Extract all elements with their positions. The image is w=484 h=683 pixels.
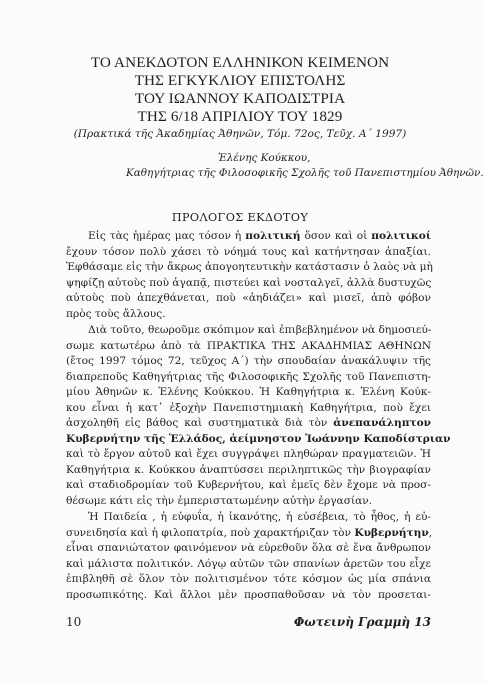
paragraph-line: Διὰ τοῦτο, θεωροῦμε σκόπιμον καὶ ἐπιβεβλημένον νὰ δημοσιεύ- bbox=[88, 324, 432, 336]
paragraph-line: προσωπικότης. Καὶ ἄλλοι μὲν προσπαθοῦσαν νὰ τὸν προσεται- bbox=[66, 588, 431, 601]
paragraph-line: διαπρεποῦς Καθηγήτριας τῆς Φιλοσοφικῆς Σχολῆς τοῦ Πανεπιστη- bbox=[66, 370, 431, 383]
paragraph-line bbox=[66, 416, 431, 432]
paragraph-line: θέσωμε κάτι εἰς τὴν ἐμπεριστατωμένην αὐτὴν ἐργασίαν. bbox=[66, 494, 373, 507]
text-run: , bbox=[428, 526, 433, 539]
title-line-4: ΤΗΣ 6/18 ΑΠΡΙΛΙΟΥ ΤΟΥ 1829 bbox=[137, 108, 343, 125]
author-title: Καθηγήτριας τῆς Φιλοσοφικῆς Σχολῆς τοῦ Πανεπιστημίου Ἀθηνῶν. bbox=[126, 167, 484, 179]
preface-heading: ΠΡΟΛΟΓΟΣ ΕΚΔΟΤΟΥ bbox=[171, 211, 309, 224]
title-line-3: ΤΟΥ ΙΩΑΝΝΟΥ ΚΑΠΟΔΙΣΤΡΙΑ bbox=[134, 90, 346, 107]
paragraph-line: πρὸς τοὺς ἄλλους. bbox=[66, 307, 166, 320]
title-line-1: ΤΟ ΑΝΕΚΔΟΤΟΝ ΕΛΛΗΝΙΚΟΝ ΚΕΙΜΕΝΟΝ bbox=[90, 54, 390, 71]
paragraph-line: εἶναι σπανιώτατον φαινόμενον νὰ εὑρεθοῦν ὅλα σὲ ἕνα ἄνθρωπον bbox=[66, 542, 431, 554]
paragraph-line: Ἐφθάσαμε εἰς τὴν ἄκρως ἀπογοητευτικὴν κατάστασιν ὁ λαὸς νὰ μὴ bbox=[66, 261, 433, 273]
paragraph-line bbox=[66, 229, 431, 245]
text-run: συνειδησία καὶ ἡ φιλοπατρία, ποὺ χαρακτήριζαν τὸν bbox=[66, 526, 355, 539]
paragraph-3 bbox=[66, 510, 431, 603]
paragraph-line bbox=[66, 526, 431, 542]
paragraph-line: (ἔτος 1997 τόμος 72, τεῦχος Α΄) τὴν σπουδαίαν ἀνακάλυψιν τῆς bbox=[66, 355, 431, 367]
paragraph-line-emphasis: Κυβερνήτην τῆς Ἑλλάδος, ἀείμνηστον Ἰωάννην Καποδίστριαν bbox=[66, 432, 451, 445]
paragraph-line: αὐτοὺς ποὺ ἀπεχθάνεται, ποὺ «ἀηδιάζει» καὶ μισεῖ, ἀπὸ φόβον bbox=[66, 292, 431, 304]
title-line-2: ΤΗΣ ΕΓΚΥΚΛΙΟΥ ΕΠΙΣΤΟΛΗΣ bbox=[134, 72, 346, 89]
text-run: Εἰς τὰς ἡμέρας μας τόσον ἡ bbox=[88, 230, 246, 242]
emphasis-politics: πολιτική bbox=[245, 230, 301, 242]
paragraph-1 bbox=[66, 229, 431, 322]
emphasis-unrepeatable: ἀνεπανάληπτον bbox=[333, 417, 431, 429]
text-run: ἀσχοληθῆ εἰς βάθος καὶ συστηματικὰ διὰ τὸν bbox=[66, 417, 334, 429]
journal-title: Φωτεινὴ Γραμμὴ 13 bbox=[293, 615, 431, 629]
emphasis-politicians: πολιτικοί bbox=[371, 230, 431, 242]
paragraph-line: καὶ τὸ ἔργον αὐτοῦ καὶ ἔχει συγγράψει πληθώραν πραγματειῶν. Ἡ bbox=[66, 448, 431, 460]
paragraph-line: σωμε κατωτέρω ἀπὸ τὰ ΠΡΑΚΤΙΚΑ ΤΗΣ ΑΚΑΔΗΜΙΑΣ ΑΘΗΝΩΝ bbox=[66, 339, 431, 352]
paragraph-line: ψηφίζῃ αὐτοὺς ποὺ ἀγαπᾷ, πιστεύει καὶ νοσταλγεῖ, ἀλλὰ δυστυχῶς bbox=[66, 276, 432, 289]
author-name: Ἑλένης Κούκκου, bbox=[218, 152, 311, 164]
source-citation: (Πρακτικά τῆς Ἀκαδημίας Ἀθηνῶν, Τόμ. 72ος, Τεῦχ. Α΄ 1997) bbox=[73, 128, 407, 140]
paragraph-line: κου εἶναι ἡ κατ᾽ ἐξοχὴν Πανεπιστημιακὴ Καθηγήτρια, ποὺ ἔχει bbox=[66, 401, 431, 414]
paragraph-line: Ἡ Παιδεία , ἡ εὐφυΐα, ἡ ἱκανότης, ἡ εὐσέβεια, τὸ ἦθος, ἡ εὐ- bbox=[88, 511, 431, 523]
paragraph-line: καὶ σταδιοδρομίαν τοῦ Κυβερνήτου, καὶ ἐμεῖς δὲν ἔχομε νὰ προσ- bbox=[66, 479, 431, 491]
emphasis-governor: Κυβερνήτην bbox=[354, 526, 429, 539]
paragraph-line: ἐπιβληθῆ σὲ ὅλον τὸν πολιτισμένον τότε κόσμον ὡς μία σπάνια bbox=[66, 573, 431, 585]
paragraph-line: Καθηγήτρια κ. Κούκκου ἀναπτύσσει περιληπτικῶς τὴν βιογραφίαν bbox=[66, 463, 431, 476]
text-run: ὅσον καὶ οἱ bbox=[300, 230, 372, 242]
page-number: 10 bbox=[66, 615, 82, 629]
paragraph-line: μίου Ἀθηνῶν κ. Ἑλένης Κούκκου. Ἡ Καθηγήτρια κ. Ἑλένη Κούκ- bbox=[66, 386, 431, 398]
paragraph-line: καὶ μάλιστα πολιτικόν. Λόγῳ αὐτῶν τῶν σπανίων ἀρετῶν του εἶχε bbox=[66, 557, 431, 570]
paragraph-2 bbox=[66, 323, 451, 509]
paragraph-line: ἔχουν τόσον πολὺ χάσει τὸ νόημά τους καὶ κατήντησαν ἀπαξίαι. bbox=[66, 245, 431, 258]
